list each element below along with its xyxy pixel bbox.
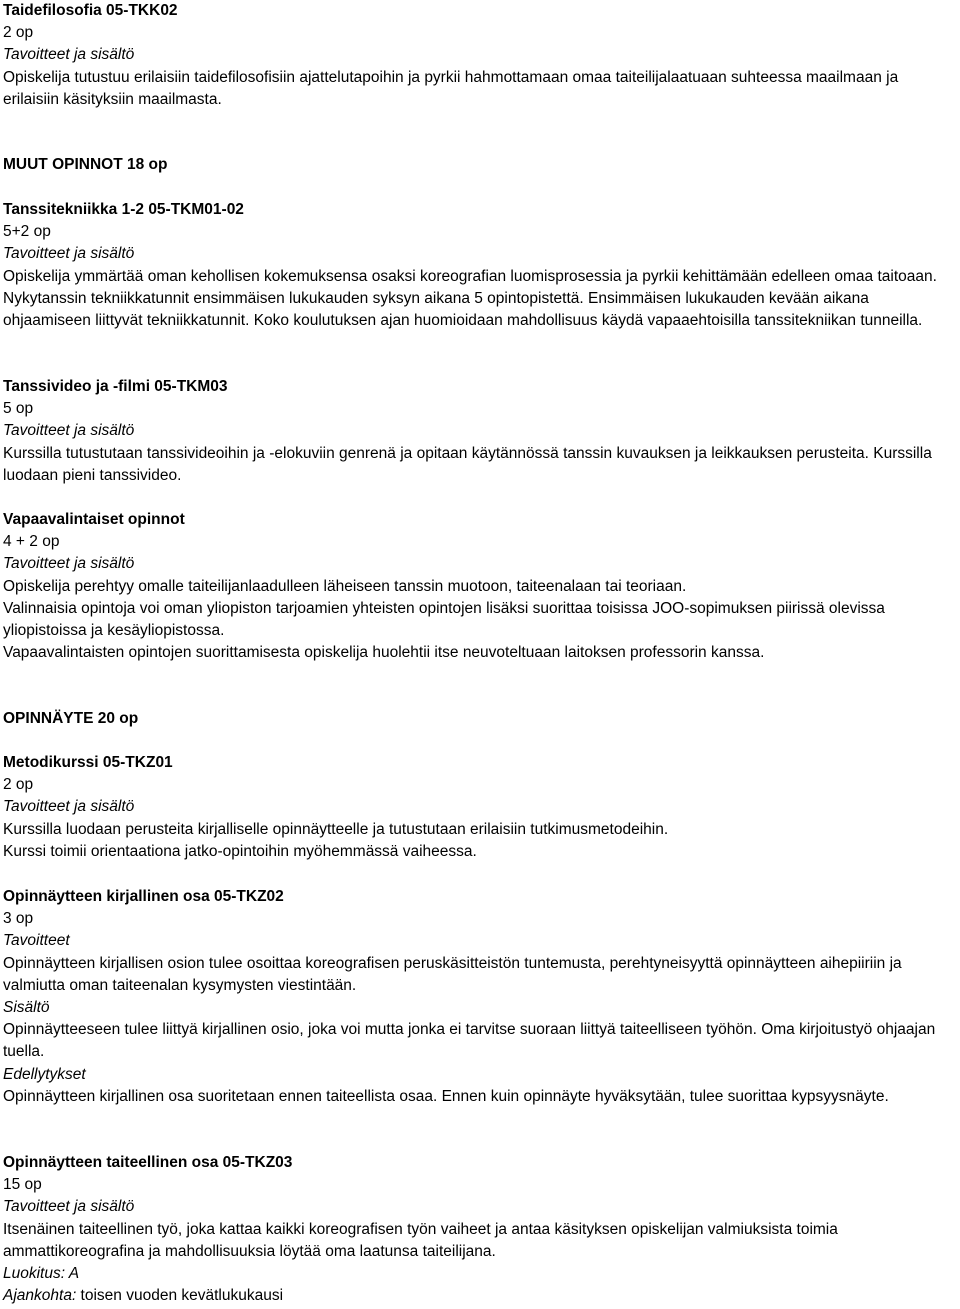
course-credits: 5 op bbox=[3, 400, 34, 418]
heading-opinnayte bbox=[3, 708, 957, 730]
section-label: Tavoitteet ja sisältö bbox=[3, 422, 135, 440]
course-title: Opinnäytteen taiteellinen osa 05-TKZ03 bbox=[3, 1154, 293, 1171]
course-taiteellinen-osa bbox=[3, 1152, 957, 1307]
ajankohta-label: Ajankohta: bbox=[3, 1287, 77, 1305]
section-label: Tavoitteet ja sisältö bbox=[3, 46, 135, 64]
section-heading: OPINNÄYTE 20 op bbox=[3, 710, 139, 727]
course-title: Vapaavalintaiset opinnot bbox=[3, 511, 185, 528]
course-title: Opinnäytteen kirjallinen osa 05-TKZ02 bbox=[3, 888, 284, 905]
course-description: Kurssilla tutustutaan tanssivideoihin ja -elokuviin genrenä ja opitaan käytännössä tanssin kuvauksen ja leikkauksen perusteita. Kurssilla luodaan pieni tanssivideo. bbox=[3, 444, 932, 484]
course-description: Kurssilla luodaan perusteita kirjalliselle opinnäytteelle ja tutustutaan erilaisiin tutkimusmetodeihin. bbox=[3, 820, 669, 838]
section-label-sisalto: Sisältö bbox=[3, 999, 50, 1017]
course-credits: 4 + 2 op bbox=[3, 533, 60, 551]
course-credits: 15 op bbox=[3, 1176, 42, 1194]
course-description: Opinnäytteen kirjallinen osa suoritetaan ennen taiteellista osaa. Ennen kuin opinnäyte hyväksytään, tulee suorittaa kypsyysnäyte. bbox=[3, 1087, 889, 1105]
course-description: Kurssi toimii orientaationa jatko-opintoihin myöhemmässä vaiheessa. bbox=[3, 842, 477, 860]
course-title: Metodikurssi 05-TKZ01 bbox=[3, 754, 173, 771]
course-description: Itsenäinen taiteellinen työ, joka kattaa kaikki koreografisen työn vaiheet ja antaa käsityksen opiskelijan valmiuksista toimia ammattikoreografina ja mahdollisuuksia löytää oma laatunsa taiteilijana. bbox=[3, 1220, 838, 1260]
ajankohta-row bbox=[3, 1285, 957, 1307]
section-label: Tavoitteet ja sisältö bbox=[3, 245, 135, 263]
course-tanssivideo bbox=[3, 376, 957, 487]
course-title: Tanssitekniikka 1-2 05-TKM01-02 bbox=[3, 201, 244, 218]
course-metodikurssi bbox=[3, 752, 957, 863]
luokitus-label: Luokitus: A bbox=[3, 1265, 80, 1283]
section-label-tavoitteet: Tavoitteet bbox=[3, 932, 70, 950]
section-label: Tavoitteet ja sisältö bbox=[3, 555, 135, 573]
ajankohta-value: toisen vuoden kevätlukukausi bbox=[76, 1287, 284, 1305]
course-description: Opiskelija perehtyy omalle taiteilijanlaadulleen läheiseen tanssin muotoon, taiteenalaan tai teoriaan. bbox=[3, 577, 687, 595]
heading-muut-opinnot bbox=[3, 154, 957, 176]
course-vapaavalintaiset bbox=[3, 509, 957, 664]
course-credits: 2 op bbox=[3, 24, 34, 42]
course-kirjallinen-osa bbox=[3, 886, 957, 1108]
course-description: Opinnäytteen kirjallisen osion tulee osoittaa koreografisen peruskäsitteistön tuntemusta, perehtyneisyyttä opinnäytteen aihepiiriin ja valmiutta oman taiteenalan kysymysten viestintään. bbox=[3, 954, 902, 994]
course-taidefilosofia bbox=[3, 0, 957, 111]
course-description: Opiskelija ymmärtää oman kehollisen kokemuksensa osaksi koreografian luomisprosessia ja pyrkii kehittämään edelleen omaa taitoaan. Nykytanssin tekniikkatunnit ensimmäisen lukukauden syksyn aikana 5 opintopistettä. Ensimmäisen lukukauden kevään aikana ohjaamiseen liittyvät tekniikkatunnit. Koko koulutuksen ajan huomioidaan mahdollisuus käydä vapaaehtoisilla tanssitekniikan tunneilla. bbox=[3, 267, 937, 330]
course-description: Opiskelija tutustuu erilaisiin taidefilosofisiin ajattelutapoihin ja pyrkii hahmottamaan omaa taiteilijalaatuaan suhteessa maailmaan ja erilaisiin käsityksiin maailmasta. bbox=[3, 68, 899, 108]
course-title: Tanssivideo ja -filmi 05-TKM03 bbox=[3, 378, 228, 395]
section-label: Tavoitteet ja sisältö bbox=[3, 1198, 135, 1216]
section-label-edellytykset: Edellytykset bbox=[3, 1065, 86, 1083]
course-title: Taidefilosofia 05-TKK02 bbox=[3, 2, 178, 19]
course-credits: 3 op bbox=[3, 910, 34, 928]
section-label: Tavoitteet ja sisältö bbox=[3, 798, 135, 816]
course-description: Valinnaisia opintoja voi oman yliopiston tarjoamien yhteisten opintojen lisäksi suorittaa toisissa JOO-sopimuksen piirissä olevissa yliopistoissa ja kesäyliopistossa. bbox=[3, 599, 885, 640]
course-tanssitekniikka bbox=[3, 199, 957, 332]
course-description: Vapaavalintaisten opintojen suorittamisesta opiskelija huolehtii itse neuvoteltuaan laitoksen professorin kanssa. bbox=[3, 644, 765, 662]
course-description: Opinnäytteeseen tulee liittyä kirjallinen osio, joka voi mutta jonka ei tarvitse suoraan liittyä taiteelliseen työhön. Oma kirjoitustyö ohjaajan tuella. bbox=[3, 1021, 936, 1061]
course-credits: 5+2 op bbox=[3, 223, 51, 241]
course-credits: 2 op bbox=[3, 776, 34, 794]
section-heading: MUUT OPINNOT 18 op bbox=[3, 156, 168, 173]
